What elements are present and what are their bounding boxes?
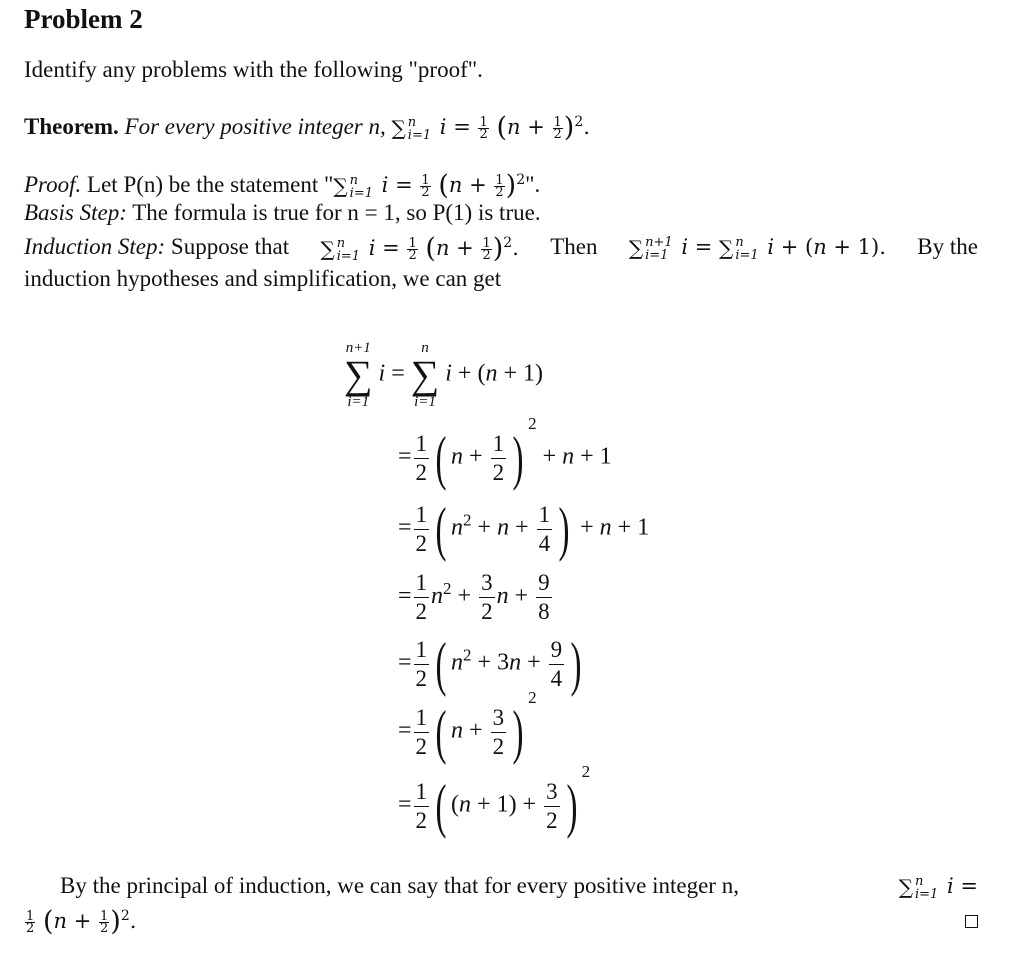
problem-title: Problem 2 — [24, 4, 143, 34]
proof-line-1: Proof. Let P(n) be the statement "∑ n i=1 i = $\frac{1}{2}$ (n + $\frac{1}{2}$ )$^2$". — [24, 170, 541, 201]
conclusion-formula-end: $\frac{1}{2}$ (n + $\frac{1}{2}$ )$^2$. — [26, 906, 137, 937]
conclusion-line-1 — [24, 872, 978, 901]
basis-text: The formula is true for n = 1, so P(1) is true. — [132, 200, 541, 225]
hypothesis-formula: ∑ n i=1 i = $\frac{1}{2}$ (n + $\frac{1}{2}$ )$^2$. — [320, 233, 519, 264]
prompt-text: Identify any problems with the following "proof". — [24, 57, 483, 82]
proof-statement-formula: ∑ n i=1 i = $\frac{1}{2}$ (n + $\frac{1}{2}$ )$^2$ — [333, 170, 526, 201]
induction-step-line1 — [24, 233, 978, 263]
theorem-statement — [24, 112, 590, 142]
conclusion-formula-start: ∑ n i=1 i = — [898, 873, 978, 902]
induction-label: Induction Step: — [24, 234, 166, 259]
induction-then: Then — [550, 234, 598, 259]
sum-symbol: n+1 ∑ i=1 — [344, 340, 373, 410]
theorem-formula: ∑ n i=1 i = $\frac{1}{2}$ (n + $\frac{1}{2}$ )$^2$. — [391, 112, 590, 143]
induction-pre: Suppose that — [170, 234, 290, 259]
equation-row-5: = $\frac{1}{2}$ ( $n^2 + 3n$ + $\frac{9}{4}$ ) — [398, 631, 582, 697]
equation-row-7: = $\frac{1}{2}$ ( (n + 1) + $\frac{3}{2}$ )$^2$ — [398, 761, 591, 839]
theorem-text: For every positive integer n, — [124, 114, 386, 139]
conclusion-text: By the principal of induction, we can say that for every positive integer n, — [60, 873, 739, 898]
equation-row-4: = $\frac{1}{2}$ $n^2$ + $\frac{3}{2}$ n + $\frac{9}{8}$ — [398, 570, 550, 624]
equation-row-3: = $\frac{1}{2}$ ( $n^2 + n$ + $\frac{1}{4}$ ) + n + 1 — [398, 496, 650, 562]
equation-row-2: = $\frac{1}{2}$ ( n + $\frac{1}{2}$ )$^2$ + n + 1 — [398, 413, 612, 491]
sum-symbol: n ∑ i=1 — [410, 340, 440, 410]
basis-step — [24, 199, 541, 227]
proof-line1-text: Let P(n) be the statement " — [87, 172, 334, 197]
equation-row-1: n+1 ∑ i=1 i = n ∑ i=1 i + (n + 1) — [344, 340, 543, 410]
induction-post: By the — [917, 234, 978, 259]
basis-label: Basis Step: — [24, 200, 127, 225]
proof-label: Proof. — [24, 172, 82, 197]
induction-step-line2: induction hypotheses and simplification, we can get — [24, 266, 502, 291]
theorem-label: Theorem. — [24, 114, 119, 139]
equation-row-6: = $\frac{1}{2}$ ( n + $\frac{3}{2}$ )$^2$ — [398, 687, 537, 765]
step-formula: ∑ n+1 i=1 i = ∑ n i=1 i + (n + 1). — [628, 234, 886, 263]
qed-square-icon — [965, 915, 978, 928]
